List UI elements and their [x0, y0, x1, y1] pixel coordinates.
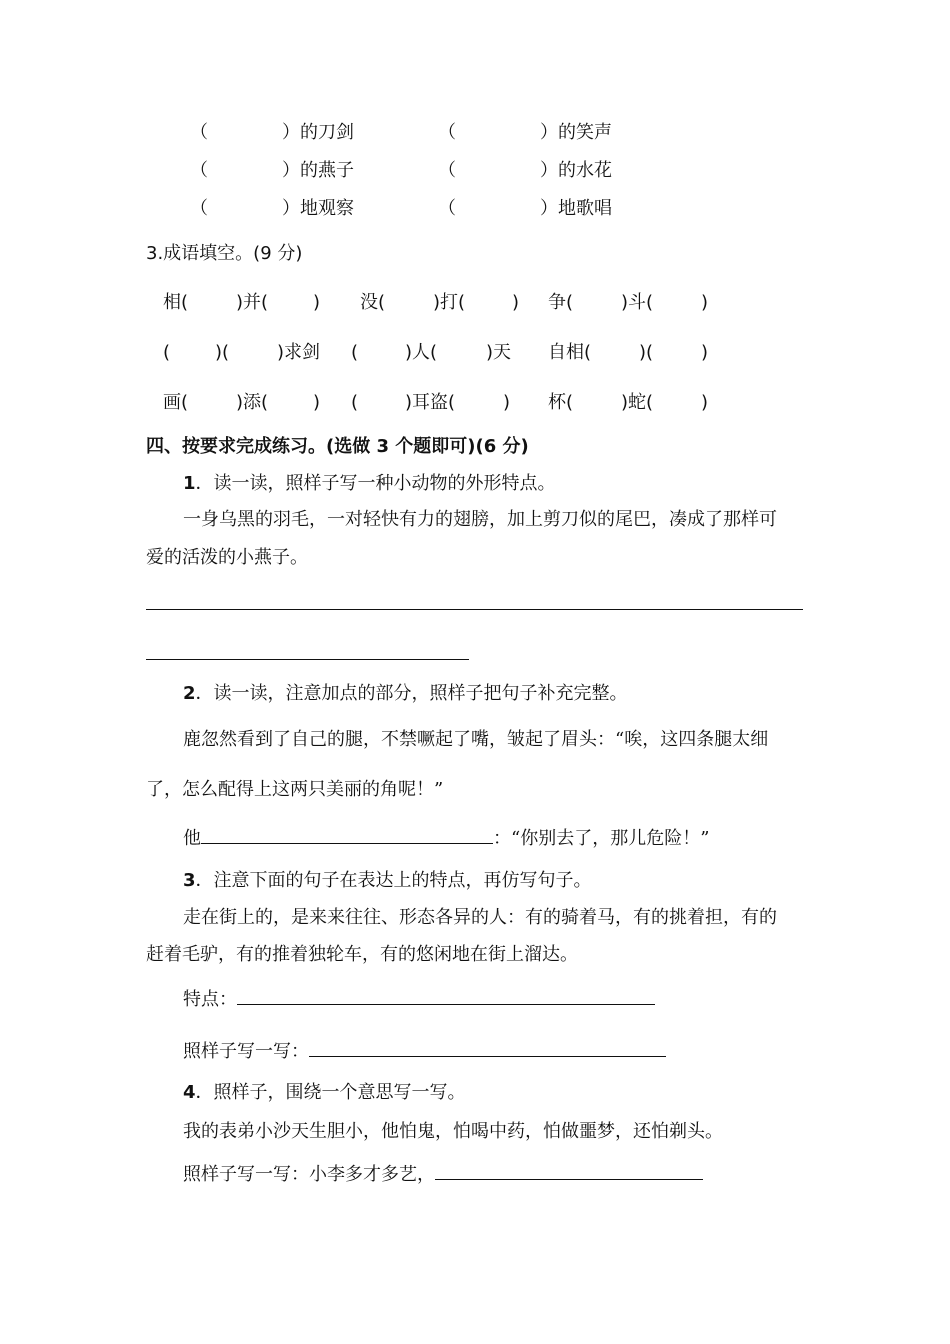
idiom-piece: 画( [163, 392, 189, 413]
q1-number: 1 [183, 473, 196, 494]
idiom-piece: ( [351, 342, 359, 363]
q3-number: 3 [183, 870, 196, 891]
q3-prompt-text: ．注意下面的句子在表达上的特点，再仿写句子。 [195, 870, 592, 891]
phrase-r2-c1-close: ）的燕子 [282, 160, 354, 181]
q3-imitate-label: 照样子写一写： [183, 1041, 309, 1062]
q4-prompt-text: ．照样子，围绕一个意思写一写。 [195, 1082, 466, 1103]
q3-example-line1: 走在街上的，是来来往往、形态各异的人：有的骑着马，有的挑着担，有的 [183, 907, 777, 928]
q2-prompt [183, 685, 628, 703]
idiom-piece: 相( [163, 292, 189, 313]
q1-example-line1: 一身乌黑的羽毛，一对轻快有力的翅膀，加上剪刀似的尾巴，凑成了那样可 [183, 509, 777, 530]
q3-prompt [183, 872, 592, 890]
q2-fill-suffix: ：“你别去了，那儿危险！” [493, 828, 710, 849]
q4-prompt [183, 1084, 466, 1102]
q2-fill-sentence [183, 829, 709, 848]
phrase-r3-c1-open: （ [190, 198, 208, 219]
idiom-section-title: 3.成语填空。(9 分) [146, 243, 303, 264]
phrase-r3-c2-open: （ [438, 198, 456, 219]
idiom-piece: )天 [486, 342, 512, 363]
phrase-r3-c2-close: ）地歌唱 [540, 198, 612, 219]
idiom-piece: )添( [236, 392, 269, 413]
idiom-piece: ) [313, 392, 321, 413]
idiom-piece: )耳盗( [405, 392, 456, 413]
phrase-r1-c1-open: （ [190, 122, 208, 143]
q4-imitate-label: 照样子写一写：小李多才多艺， [183, 1164, 435, 1185]
idiom-piece: 争( [548, 292, 574, 313]
q2-answer-line[interactable] [201, 829, 493, 844]
idiom-piece: 自相( [548, 342, 592, 363]
q4-imitate-row [183, 1165, 703, 1184]
q2-prompt-text: ．读一读，注意加点的部分，照样子把句子补充完整。 [195, 683, 628, 704]
q3-imitate-row [183, 1042, 666, 1061]
q4-number: 4 [183, 1082, 196, 1103]
idiom-piece: )蛇( [621, 392, 654, 413]
idiom-piece: 没( [360, 292, 386, 313]
q3-example-line2: 赶着毛驴，有的推着独轮车，有的悠闲地在街上溜达。 [146, 944, 578, 965]
q2-number: 2 [183, 683, 196, 704]
idiom-piece: )求剑 [277, 342, 321, 363]
q3-feature-label: 特点： [183, 989, 237, 1010]
idiom-piece: ) [701, 342, 709, 363]
q2-fill-prefix: 他 [183, 828, 201, 849]
phrase-r2-c2-close: ）的水花 [540, 160, 612, 181]
q1-prompt [183, 475, 556, 493]
q2-example-line1: 鹿忽然看到了自己的腿，不禁噘起了嘴，皱起了眉头：“唉，这四条腿太细 [183, 729, 769, 750]
q1-example-line2: 爱的活泼的小燕子。 [146, 547, 308, 568]
q3-feature-answer-line[interactable] [237, 990, 655, 1005]
q1-answer-line-2[interactable] [146, 659, 469, 660]
q3-feature-row [183, 990, 655, 1009]
phrase-r1-c2-open: （ [438, 122, 456, 143]
idiom-piece: ) [701, 292, 709, 313]
q3-imitate-answer-line[interactable] [309, 1042, 666, 1057]
q4-answer-line[interactable] [435, 1165, 703, 1180]
idiom-piece: )并( [236, 292, 269, 313]
idiom-piece: ) [701, 392, 709, 413]
idiom-piece: ) [512, 292, 520, 313]
idiom-piece: )人( [405, 342, 438, 363]
phrase-r3-c1-close: ）地观察 [282, 198, 354, 219]
q4-example: 我的表弟小沙天生胆小，他怕鬼，怕喝中药，怕做噩梦，还怕剃头。 [183, 1121, 723, 1142]
idiom-piece: ( [163, 342, 171, 363]
idiom-piece: )( [215, 342, 230, 363]
q2-example-line2: 了，怎么配得上这两只美丽的角呢！” [146, 779, 444, 800]
idiom-piece: 杯( [548, 392, 574, 413]
section4-title: 四、按要求完成练习。(选做 3 个题即可)(6 分) [146, 436, 529, 457]
idiom-piece: )( [639, 342, 654, 363]
phrase-r1-c1-close: ）的刀剑 [282, 122, 354, 143]
phrase-r1-c2-close: ）的笑声 [540, 122, 612, 143]
idiom-piece: ( [351, 392, 359, 413]
phrase-r2-c2-open: （ [438, 160, 456, 181]
idiom-piece: ) [503, 392, 511, 413]
phrase-r2-c1-open: （ [190, 160, 208, 181]
idiom-piece: ) [313, 292, 321, 313]
q1-answer-line-1[interactable] [146, 609, 803, 610]
idiom-piece: )打( [433, 292, 466, 313]
idiom-piece: )斗( [621, 292, 654, 313]
q1-prompt-text: ．读一读，照样子写一种小动物的外形特点。 [195, 473, 556, 494]
